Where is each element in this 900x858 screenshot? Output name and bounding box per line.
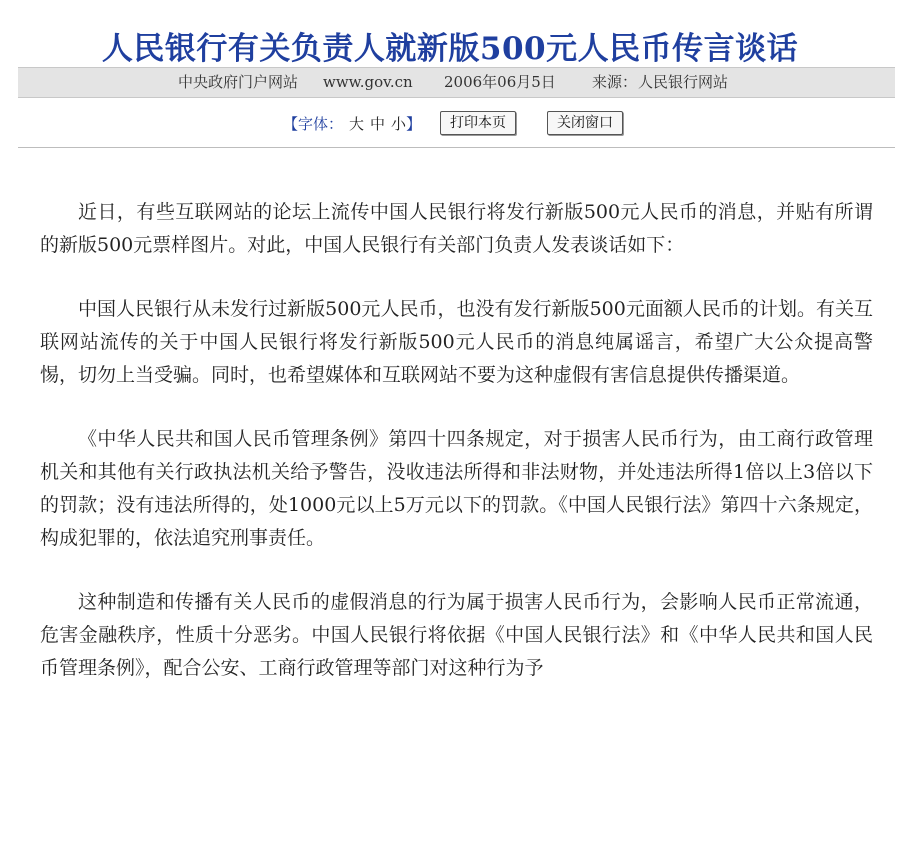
article-paragraph-2: 中国人民银行从未发行过新版500元人民币，也没有发行新版500元面额人民币的计划。有关互联网站流传的关于中国人民银行将发行新版500元人民币的消息纯属谣言，希望广大公众提高警惕，切勿上当受骗。同时，也希望媒体和互联网站不要为这种虚假有害信息提供传播渠道。 — [40, 298, 873, 386]
meta-source-value: 人民银行网站 — [638, 73, 729, 91]
meta-site-name: 中央政府门户网站 — [178, 73, 299, 91]
article-paragraph-3: 《中华人民共和国人民币管理条例》第四十四条规定，对于损害人民币行为，由工商行政管理机关和其他有关行政执法机关给予警告，没收违法所得和非法财物，并处违法所得1倍以上3倍以下的罚款；没有违法所得的，处1000元以上5万元以下的罚款。《中国人民银行法》第四十六条规定，构成犯罪的，依法追究刑事责任。 — [40, 428, 873, 549]
article-body — [40, 196, 873, 716]
article-paragraph-1: 近日，有些互联网站的论坛上流传中国人民银行将发行新版500元人民币的消息，并贴有所谓的新版500元票样图片。对此，中国人民银行有关部门负责人发表谈话如下： — [40, 201, 873, 256]
header-divider — [18, 147, 895, 148]
font-size-label-close: 】 — [406, 115, 422, 133]
meta-source-label: 来源： — [592, 73, 638, 91]
article-title: 人民银行有关负责人就新版500元人民币传言谈话 — [101, 30, 799, 67]
font-size-medium-link[interactable]: 中 — [370, 115, 386, 133]
article-toolbar — [0, 110, 900, 138]
close-window-button[interactable]: 关闭窗口 — [547, 111, 623, 135]
print-page-button[interactable]: 打印本页 — [440, 111, 516, 135]
article-paragraph-4: 这种制造和传播有关人民币的虚假消息的行为属于损害人民币行为，会影响人民币正常流通，危害金融秩序，性质十分恶劣。中国人民银行将依据《中国人民银行法》和《中华人民共和国人民币管理条例》，配合公安、工商行政管理等部门对这种行为予 — [40, 591, 873, 679]
font-size-selector — [283, 110, 421, 138]
meta-publish-date: 2006年06月5日 — [444, 73, 556, 91]
meta-site-url: www.gov.cn — [323, 73, 413, 91]
font-size-small-link[interactable]: 小 — [391, 115, 407, 133]
font-size-label-open: 【字体： — [283, 115, 344, 133]
article-meta-bar — [18, 67, 895, 98]
font-size-large-link[interactable]: 大 — [349, 115, 365, 133]
